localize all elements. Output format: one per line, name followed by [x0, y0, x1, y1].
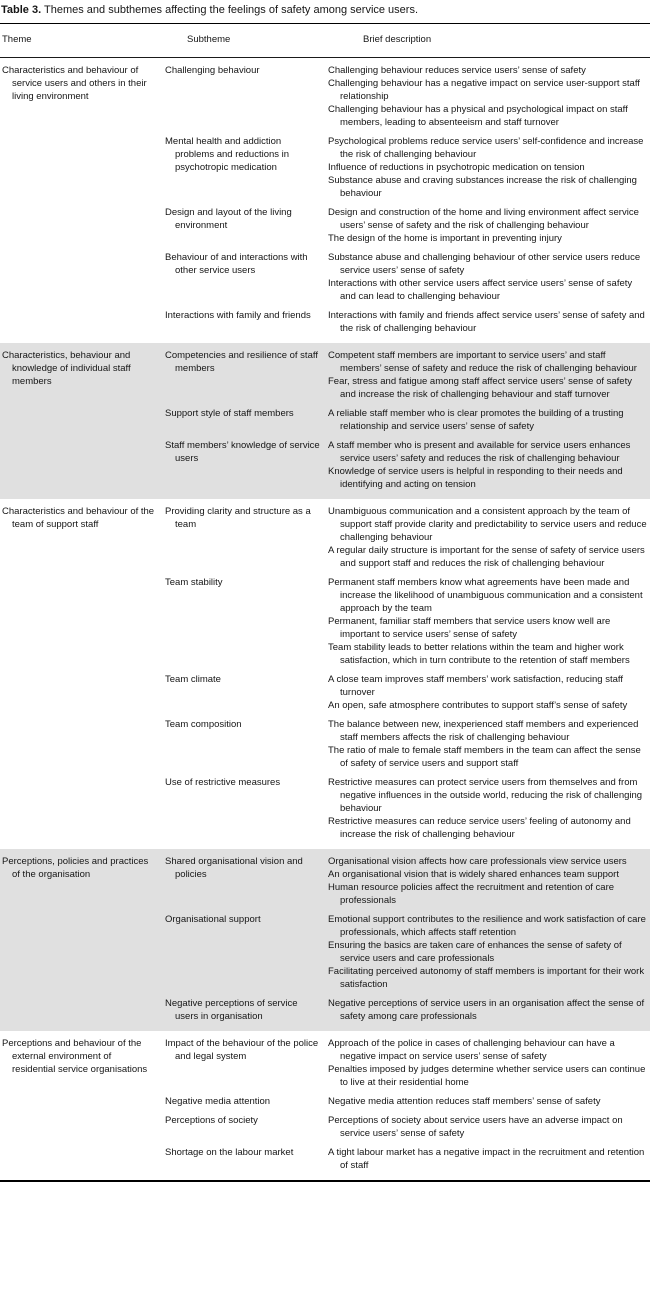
description-list — [328, 576, 650, 667]
description-item: Psychological problems reduce service users’ self-confidence and increase the risk of challenging behaviour — [328, 136, 644, 160]
subtheme-name: Interactions with family and friends — [165, 310, 311, 321]
description-item: Negative media attention reduces staff members’ sense of safety — [328, 1096, 601, 1107]
subtheme-row — [165, 135, 650, 200]
subtheme-row — [165, 673, 650, 712]
description-list — [328, 349, 650, 401]
subtheme-name: Team composition — [165, 719, 242, 730]
description-item: Emotional support contributes to the resilience and work satisfaction of care professionals, which affects staff retention — [328, 914, 646, 938]
description-list — [328, 855, 650, 907]
description-item: Unambiguous communication and a consistent approach by the team of support staff provide clarity and predictability to service users and reduce challenging behaviour — [328, 506, 647, 543]
description-item: A staff member who is present and available for service users enhances service users’ safety and reduces the risk of challenging behaviour — [328, 440, 631, 464]
subtheme-name: Team stability — [165, 577, 223, 588]
theme-cell: Perceptions and behaviour of the external environment of residential service organisations — [2, 1038, 148, 1075]
description-list — [328, 718, 650, 770]
subtheme-row — [165, 251, 650, 303]
description-item: A close team improves staff members’ work satisfaction, reducing staff turnover — [328, 674, 623, 698]
subtheme-name: Support style of staff members — [165, 408, 294, 419]
description-item: A reliable staff member who is clear promotes the building of a trusting relationship and service users’ sense of safety — [328, 408, 624, 432]
theme-section — [0, 499, 650, 849]
description-item: Challenging behaviour has a physical and psychological impact on staff members, leading to absenteeism and staff turnover — [328, 104, 628, 128]
subtheme-name: Use of restrictive measures — [165, 777, 281, 788]
description-list — [328, 407, 650, 433]
description-item: The design of the home is important in preventing injury — [328, 233, 562, 244]
description-item: An organisational vision that is widely shared enhances team support — [328, 869, 619, 880]
subtheme-name: Negative perceptions of service users in organisation — [165, 998, 298, 1022]
description-item: Team stability leads to better relations within the team and higher work satisfaction, which in turn contribute to the retention of staff members — [328, 642, 630, 666]
description-list — [328, 997, 650, 1023]
column-header-brief-description: Brief description — [363, 34, 432, 45]
subtheme-list — [165, 1037, 650, 1178]
description-item: Competent staff members are important to service users’ and staff members’ sense of safety and reduce the risk of challenging behaviour — [328, 350, 637, 374]
description-list — [328, 309, 650, 335]
subtheme-row — [165, 206, 650, 245]
subtheme-name: Behaviour of and interactions with other service users — [165, 252, 308, 276]
subtheme-row — [165, 1095, 650, 1108]
description-item: A tight labour market has a negative impact in the recruitment and retention of staff — [328, 1147, 645, 1171]
description-item: Interactions with family and friends affect service users’ sense of safety and the risk of challenging behaviour — [328, 310, 645, 334]
subtheme-name: Team climate — [165, 674, 221, 685]
subtheme-row — [165, 349, 650, 401]
subtheme-name: Design and layout of the living environment — [165, 207, 292, 231]
description-item: Human resource policies affect the recruitment and retention of care professionals — [328, 882, 615, 906]
description-item: A regular daily structure is important for the sense of safety of service users and support staff and reduces the risk of challenging behaviour — [328, 545, 645, 569]
table-caption-text: Themes and subthemes affecting the feelings of safety among service users. — [44, 4, 419, 16]
description-list — [328, 673, 650, 712]
description-list — [328, 1095, 650, 1108]
subtheme-row — [165, 1146, 650, 1172]
subtheme-name: Competencies and resilience of staff members — [165, 350, 318, 374]
description-item: Substance abuse and challenging behaviour of other service users reduce service users’ sense of safety — [328, 252, 641, 276]
description-list — [328, 505, 650, 570]
theme-cell: Perceptions, policies and practices of the organisation — [2, 856, 149, 880]
description-list — [328, 1114, 650, 1140]
table-header-row — [0, 24, 650, 58]
description-item: Knowledge of service users is helpful in responding to their needs and identifying and acting on tension — [328, 466, 623, 490]
theme-section — [0, 849, 650, 1031]
description-item: Organisational vision affects how care professionals view service users — [328, 856, 627, 867]
description-item: Restrictive measures can protect service users from themselves and from negative influences in the outside world, reducing the risk of challenging behaviour — [328, 777, 643, 814]
subtheme-row — [165, 913, 650, 991]
description-list — [328, 251, 650, 303]
theme-section — [0, 1031, 650, 1180]
subtheme-row — [165, 1114, 650, 1140]
description-list — [328, 206, 650, 245]
subtheme-row — [165, 407, 650, 433]
description-item: Permanent, familiar staff members that service users know well are important to service users’ sense of safety — [328, 616, 611, 640]
description-item: Permanent staff members know what agreements have been made and increase the likelihood of unambiguous communication and a consistent approach by the team — [328, 577, 643, 614]
description-item: Ensuring the basics are taken care of enhances the sense of safety of service users and care professionals — [328, 940, 622, 964]
description-item: An open, safe atmosphere contributes to support staff’s sense of safety — [328, 700, 628, 711]
subtheme-name: Mental health and addiction problems and reductions in psychotropic medication — [165, 136, 290, 173]
subtheme-row — [165, 997, 650, 1023]
subtheme-row — [165, 64, 650, 129]
description-list — [328, 913, 650, 991]
subtheme-name: Organisational support — [165, 914, 261, 925]
subtheme-list — [165, 505, 650, 847]
description-list — [328, 1037, 650, 1089]
description-item: Penalties imposed by judges determine whether service users can continue to live at their residential home — [328, 1064, 646, 1088]
column-header-theme: Theme — [2, 34, 32, 45]
description-item: Perceptions of society about service users have an adverse impact on service users’ sense of safety — [328, 1115, 623, 1139]
subtheme-row — [165, 718, 650, 770]
subtheme-row — [165, 576, 650, 667]
theme-cell: Characteristics, behaviour and knowledge of individual staff members — [2, 350, 131, 387]
subtheme-row — [165, 776, 650, 841]
subtheme-list — [165, 855, 650, 1029]
subtheme-name: Negative media attention — [165, 1096, 271, 1107]
description-item: Fear, stress and fatigue among staff affect service users’ sense of safety and increase the risk of challenging behaviour and staff turnover — [328, 376, 632, 400]
subtheme-name: Impact of the behaviour of the police and legal system — [165, 1038, 319, 1062]
description-item: Approach of the police in cases of challenging behaviour can have a negative impact on service users’ sense of safety — [328, 1038, 615, 1062]
theme-cell: Characteristics and behaviour of service users and others in their living environment — [2, 65, 147, 102]
subtheme-name: Challenging behaviour — [165, 65, 260, 76]
subtheme-name: Providing clarity and structure as a team — [165, 506, 311, 530]
description-item: Influence of reductions in psychotropic medication on tension — [328, 162, 585, 173]
subtheme-name: Shortage on the labour market — [165, 1147, 294, 1158]
subtheme-name: Staff members’ knowledge of service users — [165, 440, 320, 464]
theme-section — [0, 343, 650, 499]
description-list — [328, 776, 650, 841]
table-body — [0, 58, 650, 1180]
description-item: The ratio of male to female staff members in the team can affect the sense of safety of service users and support staff — [328, 745, 641, 769]
subtheme-row — [165, 439, 650, 491]
description-list — [328, 135, 650, 200]
description-item: Negative perceptions of service users in an organisation affect the sense of safety among care professionals — [328, 998, 645, 1022]
description-item: Facilitating perceived autonomy of staff members is important for their work satisfaction — [328, 966, 645, 990]
subtheme-name: Shared organisational vision and policies — [165, 856, 303, 880]
description-item: Challenging behaviour reduces service users’ sense of safety — [328, 65, 586, 76]
subtheme-row — [165, 855, 650, 907]
theme-cell: Characteristics and behaviour of the team of support staff — [2, 506, 155, 530]
description-list — [328, 64, 650, 129]
description-list — [328, 1146, 650, 1172]
column-header-subtheme: Subtheme — [187, 34, 231, 45]
description-item: Design and construction of the home and living environment affect service users’ sense of safety and the risk of challenging behaviour — [328, 207, 639, 231]
subtheme-row — [165, 1037, 650, 1089]
subtheme-row — [165, 505, 650, 570]
description-item: Restrictive measures can reduce service users’ feeling of autonomy and increase the risk of challenging behaviour — [328, 816, 631, 840]
subtheme-row — [165, 309, 650, 335]
subtheme-list — [165, 64, 650, 341]
description-item: The balance between new, inexperienced staff members and experienced staff members affects the risk of challenging behaviour — [328, 719, 639, 743]
subtheme-name: Perceptions of society — [165, 1115, 258, 1126]
description-item: Challenging behaviour has a negative impact on service user-support staff relationship — [328, 78, 640, 102]
table-number-label: Table 3. — [1, 4, 42, 16]
table-caption — [0, 0, 650, 23]
description-item: Substance abuse and craving substances increase the risk of challenging behaviour — [328, 175, 637, 199]
description-item: Interactions with other service users affect service users’ sense of safety and can lead to challenging behaviour — [328, 278, 633, 302]
bottom-rule — [0, 1180, 650, 1182]
description-list — [328, 439, 650, 491]
theme-section — [0, 58, 650, 343]
subtheme-list — [165, 349, 650, 497]
